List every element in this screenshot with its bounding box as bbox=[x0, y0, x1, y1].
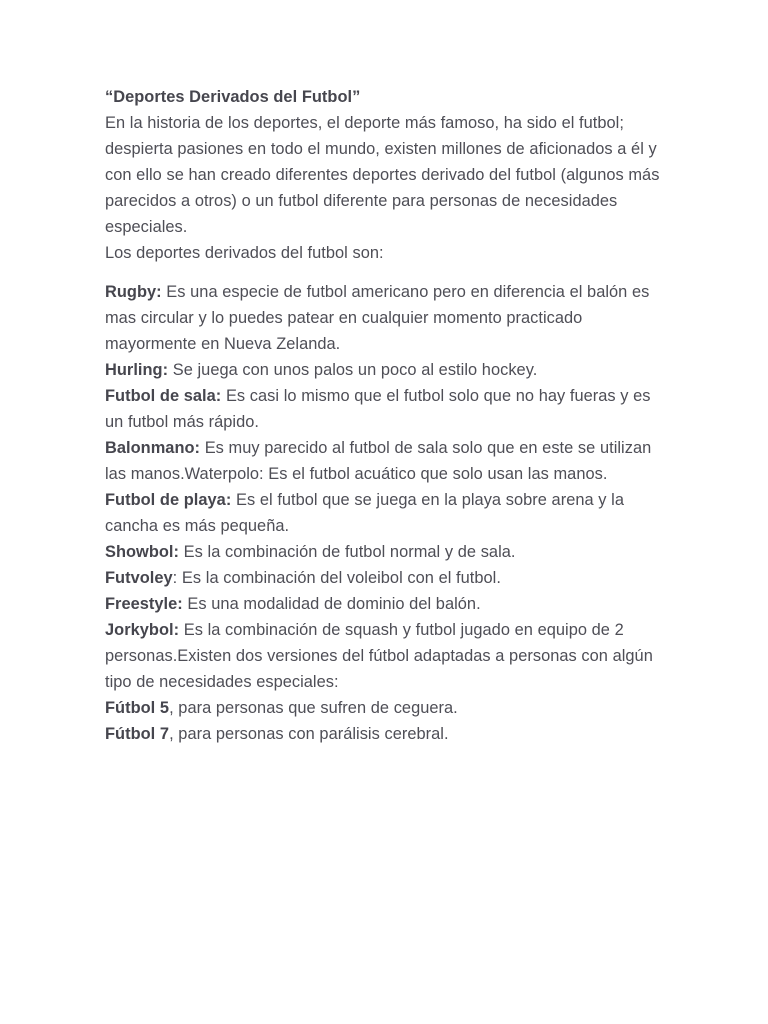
sport-entry-futbol-5 bbox=[105, 695, 661, 721]
sport-term-futvoley: Futvoley bbox=[105, 569, 173, 587]
sport-term-hurling: Hurling bbox=[105, 361, 163, 379]
sport-term-punct-futbol-7: , bbox=[169, 725, 174, 743]
sport-term-punct-freestyle: : bbox=[177, 595, 183, 613]
sport-entry-freestyle bbox=[105, 591, 661, 617]
sport-entry-showbol bbox=[105, 539, 661, 565]
sport-term-punct-rugby: : bbox=[156, 283, 162, 301]
intro-paragraph: En la historia de los deportes, el deporte más famoso, ha sido el futbol; despierta pasiones en todo el mundo, existen millones de aficionados a él y con ello se han creado diferentes deportes derivado del futbol (algunos más parecidos a otros) o un futbol diferente para personas de necesidades especiales. bbox=[105, 114, 660, 236]
sport-entry-jorkybol bbox=[105, 617, 661, 695]
sport-term-punct-hurling: : bbox=[162, 361, 169, 379]
sport-description-futbol-de-playa: Es el futbol que se juega en la playa sobre arena y la cancha es más pequeña. bbox=[105, 491, 624, 535]
sport-term-jorkybol: Jorkybol bbox=[105, 621, 174, 639]
sport-term-futbol-de-sala: Futbol de sala bbox=[105, 387, 216, 405]
sport-description-showbol: Es la combinación de futbol normal y de sala. bbox=[179, 543, 516, 561]
sport-term-punct-futbol-de-sala: : bbox=[215, 387, 222, 405]
sport-term-futbol-de-playa: Futbol de playa bbox=[105, 491, 226, 509]
sport-term-punct-futvoley: : bbox=[172, 569, 178, 587]
sport-description-balonmano: Es muy parecido al futbol de sala solo que en este se utilizan las manos.Waterpolo: Es el futbol acuático que solo usan las manos. bbox=[105, 439, 652, 483]
sport-description-futbol-5: para personas que sufren de ceguera. bbox=[173, 699, 458, 717]
sport-term-punct-showbol: : bbox=[173, 543, 180, 561]
sport-entry-futbol-7 bbox=[105, 721, 661, 747]
sport-entry-futbol-de-playa bbox=[105, 487, 661, 539]
sport-entry-futvoley bbox=[105, 565, 661, 591]
sport-entry-futbol-de-sala bbox=[105, 383, 661, 435]
sport-term-futbol-7: Fútbol 7 bbox=[105, 725, 170, 743]
sport-term-punct-futbol-de-playa: : bbox=[225, 491, 232, 509]
sport-term-punct-futbol-5: , bbox=[169, 699, 174, 717]
sport-description-hurling: Se juega con unos palos un poco al estilo hockey. bbox=[168, 361, 538, 379]
sport-term-punct-balonmano: : bbox=[194, 439, 201, 457]
sport-term-punct-jorkybol: : bbox=[173, 621, 180, 639]
sport-term-showbol: Showbol bbox=[105, 543, 174, 561]
sport-description-freestyle: Es una modalidad de dominio del balón. bbox=[182, 595, 481, 613]
sport-entry-balonmano bbox=[105, 435, 661, 487]
sport-entry-rugby bbox=[105, 279, 661, 357]
sport-entry-hurling bbox=[105, 357, 661, 383]
document-title bbox=[105, 84, 661, 110]
sport-description-futbol-de-sala: Es casi lo mismo que el futbol solo que no hay fueras y es un futbol más rápido. bbox=[105, 387, 651, 431]
sport-description-jorkybol: Es la combinación de squash y futbol jugado en equipo de 2 personas.Existen dos versiones del fútbol adaptadas a personas con algún tipo de necesidades especiales: bbox=[105, 621, 653, 691]
sport-term-freestyle: Freestyle bbox=[105, 595, 178, 613]
sport-term-balonmano: Balonmano bbox=[105, 439, 195, 457]
sport-description-futbol-7: para personas con parálisis cerebral. bbox=[173, 725, 449, 743]
sport-description-futvoley: Es la combinación del voleibol con el futbol. bbox=[177, 569, 501, 587]
sport-term-futbol-5: Fútbol 5 bbox=[105, 699, 170, 717]
lead-in-paragraph: Los deportes derivados del futbol son: bbox=[105, 244, 384, 262]
document-body bbox=[105, 84, 661, 747]
sport-description-rugby: Es una especie de futbol americano pero en diferencia el balón es mas circular y lo puedes patear en cualquier momento practicado mayormente en Nueva Zelanda. bbox=[105, 283, 650, 353]
document-title-text: “Deportes Derivados del Futbol” bbox=[105, 88, 361, 106]
sport-term-rugby: Rugby bbox=[105, 283, 157, 301]
